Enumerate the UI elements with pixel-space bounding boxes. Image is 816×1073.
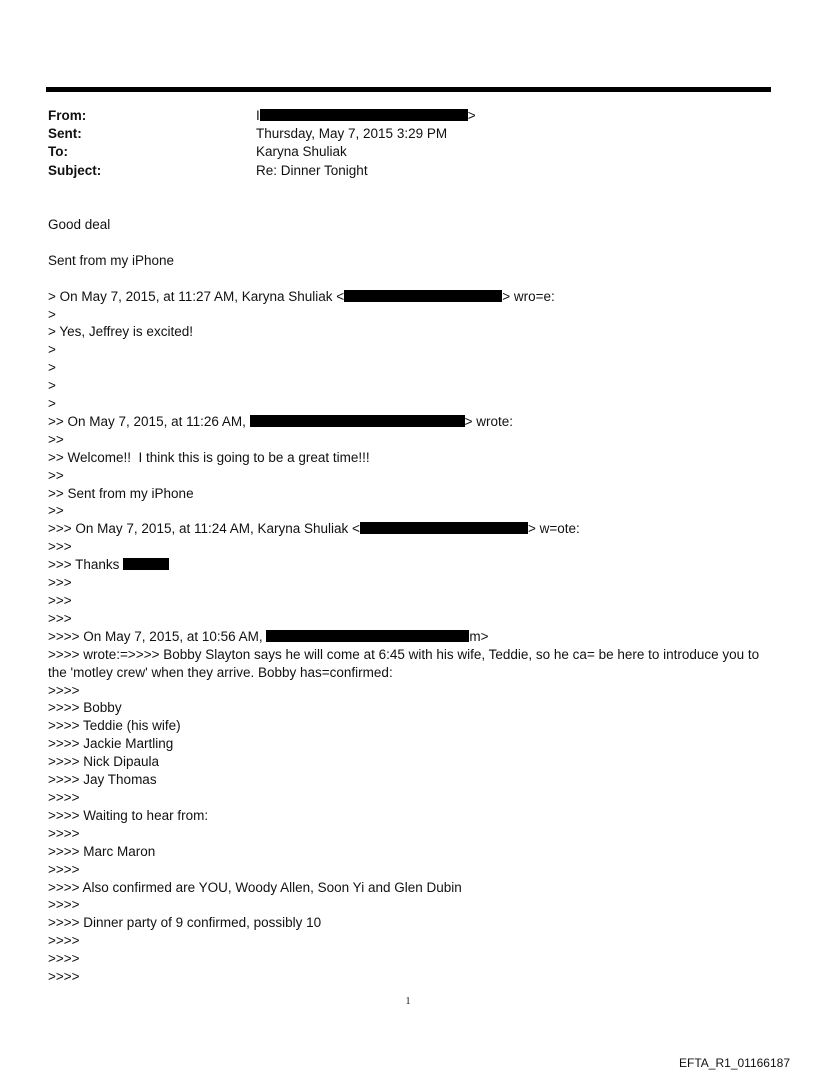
quote-line: > <box>48 306 56 322</box>
quote-line: >> <box>48 431 64 447</box>
quote-line: >>>> <box>48 825 80 841</box>
quote-line: >>>> <box>48 682 80 698</box>
sent-label: Sent: <box>48 126 82 142</box>
quote-line: >> <box>48 503 64 519</box>
quote-line: >> Welcome!! I think this is going to be a great time!!! <box>48 449 370 465</box>
to-label: To: <box>48 144 68 160</box>
quote-line: >> <box>48 467 64 483</box>
blank-line <box>48 234 768 252</box>
quote-line: >>> <box>48 539 72 555</box>
quote-line: >>>> On May 7, 2015, at 10:56 AM, m> <box>48 628 489 644</box>
quote-line: >>>> wrote:=>>>> Bobby Slayton says he will come at 6:45 with his wife, Teddie, so he ca= be here to introduce you to the 'motley crew' when they arrive. Bobby has=confirmed: <box>48 646 760 680</box>
from-row <box>48 107 476 125</box>
quote-line: > Yes, Jeffrey is excited! <box>48 324 193 340</box>
to-row <box>48 143 476 161</box>
quote-line: >>>> Dinner party of 9 confirmed, possibly 10 <box>48 915 322 931</box>
email-header <box>48 107 476 180</box>
quote-line: > <box>48 378 56 394</box>
bates-number: EFTA_R1_01166187 <box>679 1056 790 1070</box>
quote-line: >>> Thanks <box>48 556 768 574</box>
email-body <box>48 216 768 986</box>
quote-line: >> On May 7, 2015, at 11:26 AM, > wrote: <box>48 413 514 429</box>
redaction-box <box>250 415 465 427</box>
quote-line: >>>> Marc Maron <box>48 843 156 859</box>
quote-line: >> Sent from my iPhone <box>48 485 194 501</box>
header-rule <box>46 87 771 92</box>
subject-value: Re: Dinner Tonight <box>256 162 368 178</box>
page-number: 1 <box>405 996 411 1007</box>
from-value: I > <box>256 108 476 123</box>
quote-line: > <box>48 396 56 412</box>
quote-line: > On May 7, 2015, at 11:27 AM, Karyna Shuliak < > wro=e: <box>48 288 555 304</box>
quote-line: >>>> Jackie Martling <box>48 736 174 752</box>
quote-line: >>> <box>48 610 72 626</box>
subject-label: Subject: <box>48 162 102 178</box>
quote-line: > <box>48 360 56 376</box>
quote-line: >>>> <box>48 861 80 877</box>
sent-row <box>48 125 476 143</box>
redaction-box <box>266 630 469 642</box>
quote-line: >>> <box>48 593 72 608</box>
quote-line: >>>> <box>48 969 80 985</box>
subject-row <box>48 162 476 180</box>
quote-line: >>>> <box>48 933 80 949</box>
redaction-box <box>123 558 169 570</box>
redaction-box <box>260 109 468 121</box>
body-line: Good deal <box>48 217 111 232</box>
quote-line: >>>> <box>48 897 80 913</box>
quote-line: >>>> <box>48 789 80 805</box>
quote-line: >>>> <box>48 951 80 967</box>
quote-line: >>>> Bobby <box>48 700 122 716</box>
quote-line: >>> On May 7, 2015, at 11:24 AM, Karyna Shuliak < > w=ote: <box>48 521 580 537</box>
to-value: Karyna Shuliak <box>256 144 347 160</box>
quote-line: >>> <box>48 575 72 591</box>
blank-line <box>48 270 768 288</box>
quote-line: >>>> Also confirmed are YOU, Woody Allen, Soon Yi and Glen Dubin <box>48 879 462 895</box>
quote-line: >>>> Jay Thomas <box>48 772 157 788</box>
quote-line: >>>> Nick Dipaula <box>48 754 160 770</box>
redaction-box <box>360 522 528 534</box>
body-line: Sent from my iPhone <box>48 252 175 268</box>
redaction-box <box>344 290 502 302</box>
quote-line: > <box>48 342 56 358</box>
from-label: From: <box>48 108 87 123</box>
quote-line: >>>> Teddie (his wife) <box>48 718 181 734</box>
quote-line: >>>> Waiting to hear from: <box>48 807 209 823</box>
sent-value: Thursday, May 7, 2015 3:29 PM <box>256 126 448 142</box>
